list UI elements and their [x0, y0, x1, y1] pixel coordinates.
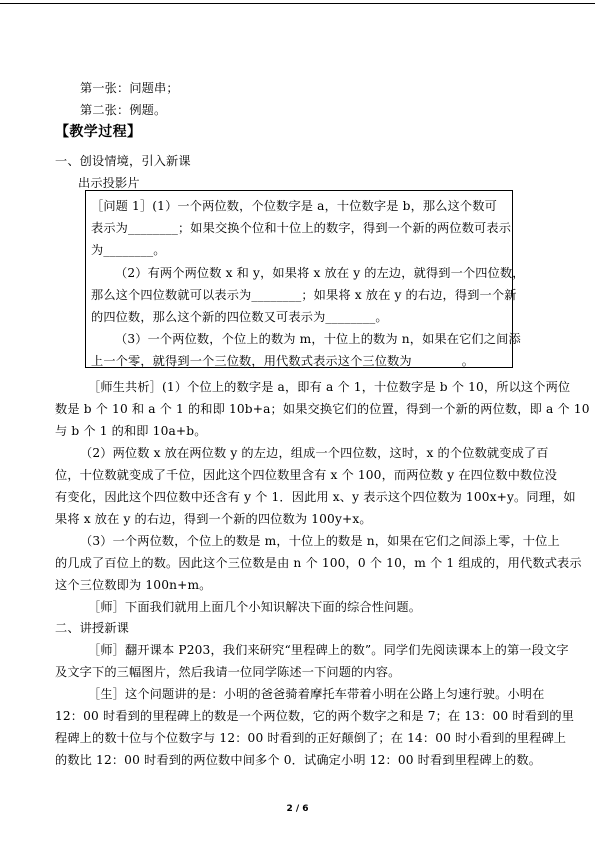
discussion-line: 这个三位数即为 100n+m。	[55, 578, 212, 592]
discussion-line: 的几成了百位上的数。因此这个三位数是由 n 个 100，0 个 10，m 个 1 组成的，用代数式表示	[55, 556, 582, 570]
discussion-line: 位，十位数就变成了千位，因此这个四位数里含有 x 个 100，而两位数 y 在四位数中数位没	[55, 468, 558, 482]
top-rule	[0, 3, 595, 4]
part1-title: 一、创设情境，引入新课	[55, 154, 191, 168]
problem-line: 表示为________；如果交换个位和十位上的数字，得到一个新的两位数可表示	[91, 221, 512, 235]
discussion-line: （3）一个两位数，个位上的数是 m，十位上的数是 n，如果在它们之间添上零，十位上	[80, 534, 560, 548]
discussion-line: 数是 b 个 10 和 a 个 1 的和即 10b+a；如果交换它们的位置，得到一个新的两位数，即 a 个 10	[55, 402, 590, 416]
discussion-line: 与 b 个 1 的和即 10a+b。	[55, 424, 207, 438]
part2-title: 二、讲授新课	[55, 621, 130, 635]
part1-subtitle: 出示投影片	[78, 176, 140, 190]
discussion-line: ［师生共析］(1）个位上的数字是 a，即有 a 个 1，十位数字是 b 个 10，所以这个两位	[88, 380, 571, 394]
part2-line: ［师］翻开课本 P203，我们来研究“里程碑上的数”。同学们先阅读课本上的第一段文字	[88, 643, 569, 657]
intro-line-2: 第二张：例题。	[80, 103, 167, 117]
discussion-line: （2）两位数 x 放在两位数 y 的左边，组成一个四位数，这时，x 的个位数就变成了百	[80, 446, 549, 460]
problem-line: 的四位数，那么这个新的四位数又可表示为________。	[91, 310, 388, 324]
part2-line: 程碑上的数十位与个位数字与 12：00 时看到的正好颠倒了；在 14：00 时小看到的里程碑上	[55, 731, 567, 745]
discussion-line: 果将 x 放在 y 的右边，得到一个新的四位数为 100y+x。	[55, 512, 372, 526]
intro-line-1: 第一张：问题串；	[80, 81, 179, 95]
problem-line: （2）有两个两位数 x 和 y，如果将 x 放在 y 的左边，就得到一个四位数，	[115, 266, 525, 280]
discussion-line: 有变化，因此这个四位数中还含有 y 个 1．因此用 x、y 表示这个四位数为 100x+y。同理，如	[55, 490, 576, 504]
part2-line: 12：00 时看到的里程碑上的数是一个两位数，它的两个数字之和是 7；在 13：00 时看到的里	[55, 709, 575, 723]
section-title: 【教学过程】	[55, 124, 142, 140]
problem-line: 为________。	[91, 243, 166, 257]
problem-line: ［问题 1］(1）一个两位数，个位数字是 a，十位数字是 b，那么这个数可	[91, 199, 497, 213]
discussion-line: ［师］下面我们就用上面几个小知识解决下面的综合性问题。	[88, 600, 422, 614]
problem-line: 上一个零，就得到一个三位数，用代数式表示这个三位数为________。	[91, 354, 475, 368]
problem-line: 那么这个四位数就可以表示为________；如果将 x 放在 y 的右边，得到一个新	[91, 288, 517, 302]
page-number: 2 / 6	[286, 804, 309, 814]
part2-line: 及文字下的三幅图片，然后我请一位同学陈述一下问题的内容。	[55, 665, 401, 679]
part2-line: ［生］这个问题讲的是：小明的爸爸骑着摩托车带着小明在公路上匀速行驶。小明在	[88, 687, 545, 701]
problem-line: （3）一个两位数，个位上的数为 m，十位上的数为 n，如果在它们之间添	[115, 332, 521, 346]
part2-line: 的数比 12：00 时看到的两位数中间多个 0．试确定小明 12：00 时看到里程碑上的数。	[55, 753, 542, 767]
